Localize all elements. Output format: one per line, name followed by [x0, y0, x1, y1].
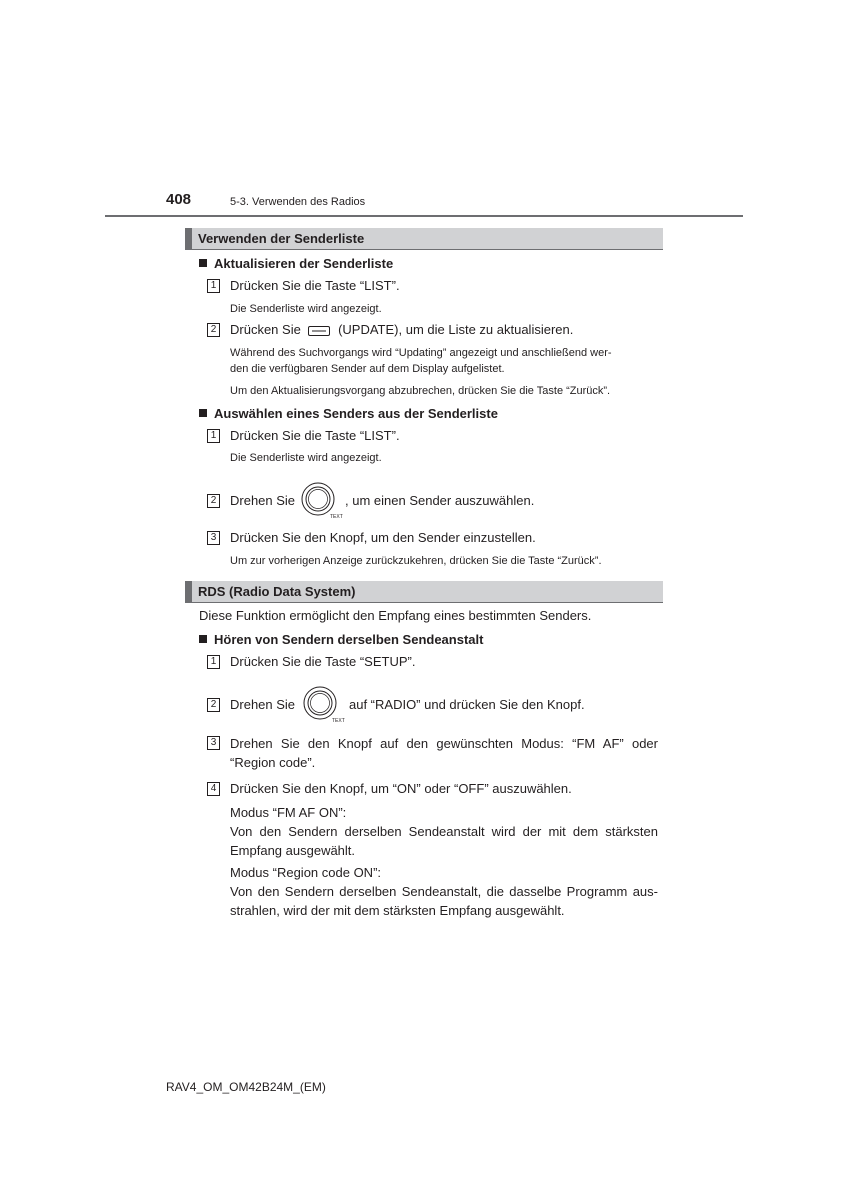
- step-number: 2: [207, 698, 220, 712]
- section-accent: [185, 581, 192, 602]
- step-number: 3: [207, 736, 220, 750]
- header-divider: [105, 215, 743, 217]
- step-note: [230, 345, 612, 377]
- bullet-square-icon: [199, 259, 207, 267]
- section-intro: Diese Funktion ermöglicht den Empfang eines bestimmten Senders.: [199, 608, 592, 623]
- bullet-square-icon: [199, 409, 207, 417]
- mode-desc-line: Von den Sendern derselben Sendeanstalt, die dasselbe Programm aus-: [230, 884, 658, 899]
- step-number: 2: [207, 494, 220, 508]
- step-text: Drücken Sie den Knopf, um den Sender einzustellen.: [230, 530, 536, 545]
- subheading-hoeren: [199, 632, 483, 647]
- subheading-auswaehlen: [199, 406, 498, 421]
- mode-description: [230, 803, 658, 920]
- step-text-pre: Drücken Sie: [230, 322, 301, 337]
- mode-label: Modus “Region code ON”:: [230, 865, 382, 880]
- subheading-aktualisieren: [199, 256, 393, 271]
- step-number: 2: [207, 323, 220, 337]
- step-number: 4: [207, 782, 220, 796]
- step-text-post: (UPDATE), um die Liste zu aktualisieren.: [338, 322, 574, 337]
- section-title: Verwenden der Senderliste: [198, 231, 365, 246]
- knob-label: TEXT: [330, 514, 343, 520]
- step-note: Die Senderliste wird angezeigt.: [230, 452, 382, 464]
- mode-label: Modus “FM AF ON”:: [230, 805, 347, 820]
- update-button-icon: [308, 326, 330, 336]
- step-number: 1: [207, 429, 220, 443]
- step-number: 1: [207, 655, 220, 669]
- note-line: Während des Suchvorgangs wird “Updating” angezeigt und anschließend wer-: [230, 347, 612, 359]
- mode-desc-line: Empfang ausgewählt.: [230, 843, 356, 858]
- step-number: 3: [207, 531, 220, 545]
- knob-label: TEXT: [332, 718, 345, 724]
- tune-knob-icon: [301, 481, 345, 521]
- step-note: Die Senderliste wird angezeigt.: [230, 303, 382, 315]
- step-text-post: auf “RADIO” und drücken Sie den Knopf.: [349, 697, 585, 712]
- note-line: den die verfügbaren Sender auf dem Display aufgelistet.: [230, 363, 505, 375]
- step-text: Drücken Sie die Taste “LIST”.: [230, 278, 400, 293]
- bullet-square-icon: [199, 635, 207, 643]
- step-text: Drücken Sie die Taste “LIST”.: [230, 428, 400, 443]
- mode-desc-line: strahlen, wird der mit dem stärksten Empfang ausgewählt.: [230, 903, 565, 918]
- section-accent: [185, 228, 192, 249]
- step-text: [230, 322, 573, 337]
- section-heading-rds: [185, 581, 663, 603]
- step-text: Drehen Sie: [230, 493, 296, 508]
- step-text-line: Drehen Sie den Knopf auf den gewünschten Modus: “FM AF” oder: [230, 736, 658, 751]
- mode-desc-line: Von den Sendern derselben Sendeanstalt wird der mit dem stärksten: [230, 824, 658, 839]
- page-number: 408: [166, 191, 192, 208]
- section-title: RDS (Radio Data System): [198, 584, 356, 599]
- step-note: Um zur vorherigen Anzeige zurückzukehren, drücken Sie die Taste “Zurück”.: [230, 555, 602, 567]
- tune-knob-icon: [301, 685, 345, 725]
- step-text-line: “Region code”.: [230, 755, 316, 770]
- subheading-text: Auswählen eines Senders aus der Senderliste: [214, 406, 498, 421]
- section-heading-senderliste: [185, 228, 663, 250]
- subheading-text: Aktualisieren der Senderliste: [214, 256, 394, 271]
- step-text: Drehen Sie: [230, 697, 296, 712]
- step-text-post: , um einen Sender auszuwählen.: [345, 493, 535, 508]
- step-text: [230, 734, 658, 772]
- step-number: 1: [207, 279, 220, 293]
- step-text: Drücken Sie den Knopf, um “ON” oder “OFF” auszuwählen.: [230, 781, 572, 796]
- step-note: Um den Aktualisierungsvorgang abzubrechen, drücken Sie die Taste “Zurück”.: [230, 385, 611, 397]
- document-code: RAV4_OM_OM42B24M_(EM): [166, 1080, 326, 1094]
- chapter-title: 5-3. Verwenden des Radios: [230, 196, 366, 208]
- subheading-text: Hören von Sendern derselben Sendeanstalt: [214, 632, 484, 647]
- step-text: Drücken Sie die Taste “SETUP”.: [230, 654, 416, 669]
